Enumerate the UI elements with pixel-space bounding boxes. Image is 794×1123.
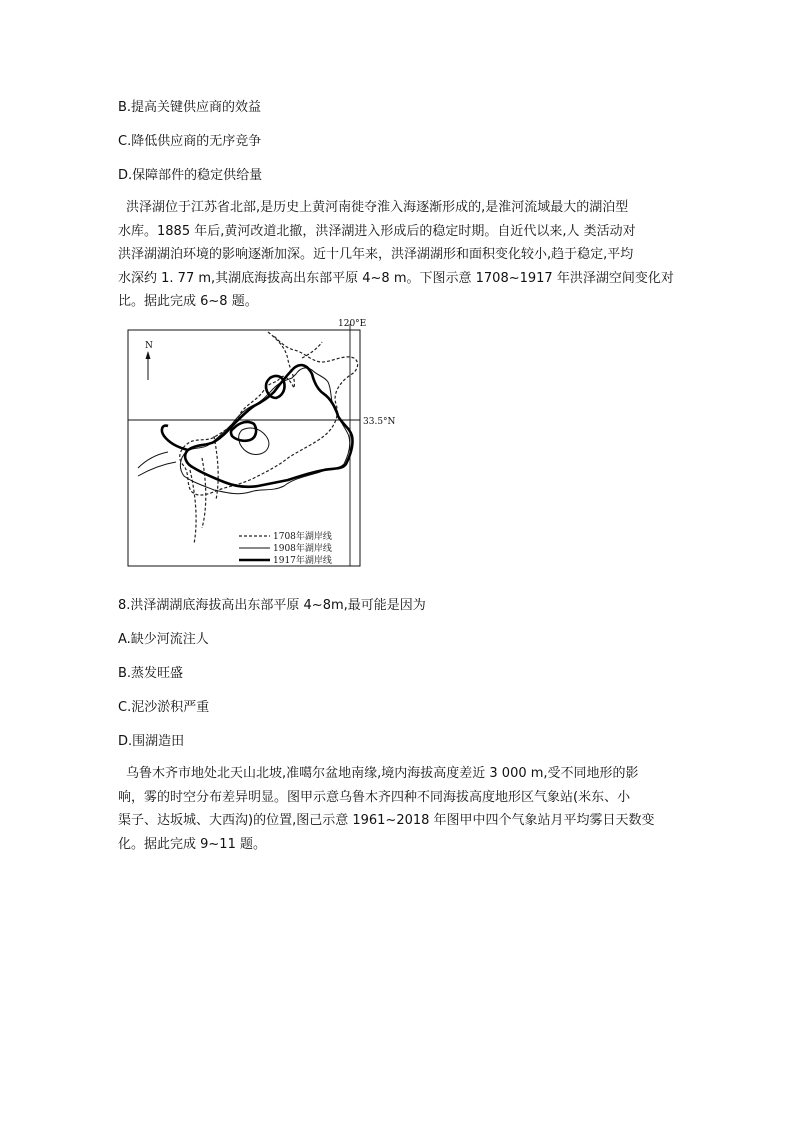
passage1-line2: 水库。1885 年后,黄河改道北撤，洪泽湖进入形成后的稳定时期。自近代以来,人 类活动对: [118, 223, 636, 239]
option-d-prev: D.保障部件的稳定供给量: [118, 168, 263, 183]
question-8-option-c: C.泥沙淤积严重: [118, 700, 210, 715]
passage1-line4: 水深约 1. 77 m,其湖底海拔高出东部平原 4~8 m。下图示意 1708~1917 年洪泽湖空间变化对: [118, 270, 674, 286]
passage-urumqi-fog: [118, 762, 688, 856]
question-8-option-a: A.缺少河流注人: [118, 632, 209, 647]
hongze-lake-shoreline-map: [118, 318, 418, 580]
passage1-line5: 比。据此完成 6~8 题。: [118, 294, 258, 309]
river-channels: [138, 452, 176, 476]
longitude-label: 120°E: [338, 319, 367, 329]
svg-text:N: N: [145, 341, 153, 351]
shoreline-1917: [162, 365, 353, 487]
passage2-line3: 渠子、达坂城、大西沟)的位置,图己示意 1961~2018 年图甲中四个气象站月平均雾日天数变: [118, 813, 655, 828]
legend-1708-label: 1708年湖岸线: [273, 532, 332, 542]
question-8-option-d: D.围湖造田: [118, 734, 185, 749]
question-8-stem: 8.洪泽湖湖底海拔高出东部平原 4~8m,最可能是因为: [118, 598, 426, 613]
latitude-label: 33.5°N: [363, 417, 396, 427]
question-8-option-b: B.蒸发旺盛: [118, 666, 184, 681]
option-c-prev: C.降低供应商的无序竞争: [118, 134, 262, 149]
legend-1908-label: 1908年湖岸线: [273, 544, 332, 554]
map-legend: [239, 530, 332, 566]
shoreline-1708: [180, 332, 358, 544]
north-arrow-icon: [145, 341, 153, 380]
option-b-prev: B.提高关键供应商的效益: [118, 100, 262, 115]
legend-1917-label: 1917年湖岸线: [273, 556, 332, 566]
passage2-line2: 响，雾的时空分布差异明显。图甲示意乌鲁木齐四种不同海拔高度地形区气象站(米东、小: [118, 789, 631, 805]
map-frame: [128, 330, 360, 566]
passage1-line3: 洪泽湖湖泊环境的影响逐渐加深。近十几年来，洪泽湖湖形和面积变化较小,趋于稳定,平均: [118, 247, 634, 262]
passage2-line1: 乌鲁木齐市地处北天山北坡,准噶尔盆地南缘,境内海拔高度差近 3 000 m,受不同地形的影: [126, 766, 639, 781]
passage2-line4: 化。据此完成 9~11 题。: [118, 836, 266, 852]
passage1-line1: 洪泽湖位于江苏省北部,是历史上黄河南徙夺淮入海逐渐形成的,是淮河流域最大的湖泊型: [126, 200, 629, 215]
passage-hongze-lake: [118, 196, 688, 314]
